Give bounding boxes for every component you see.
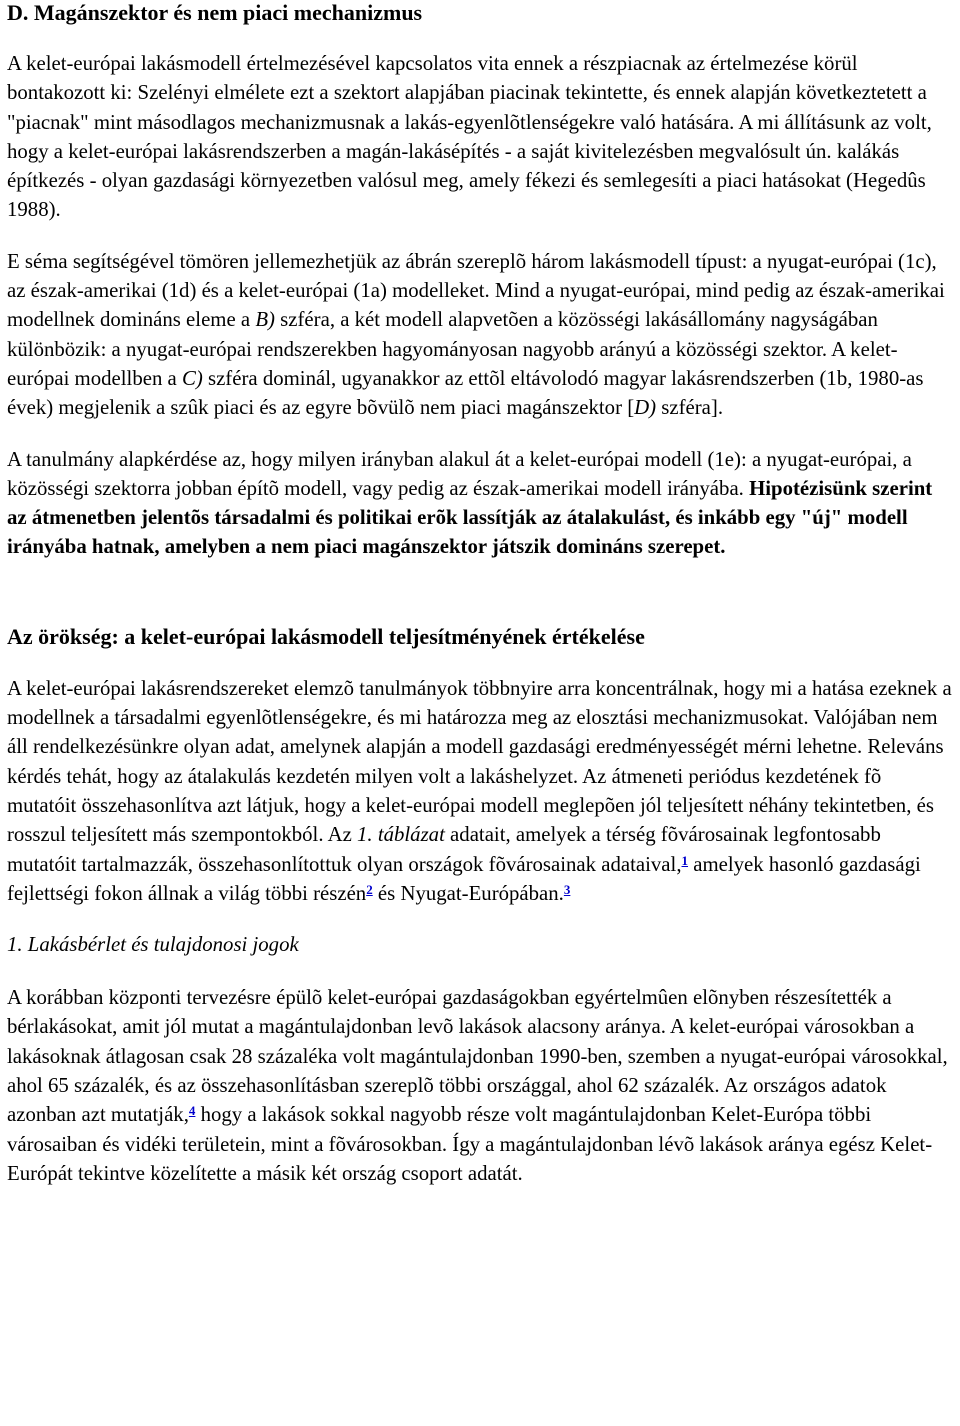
paragraph-5-text-b: hogy a lakások sokkal nagyobb része volt magántulajdonban Kelet-Európa többi városaiban és vidéki területein, mint a fõvárosokban. Így a magántulajdonban lévõ lakások aránya egész Kelet-Európát tekintve közelítette a másik két ország csoport adatát. — [7, 1103, 933, 1185]
paragraph-1 — [7, 49, 954, 225]
paragraph-1-text-b: A mi állításunk az volt, hogy a kelet-európai lakásrendszerben a magán-lakásépítés - a saját kivitelezésben megvalósult ún. kalákás építkezés - olyan gazdasági környezetben valósul meg, amely fékezi és semlegesíti a piaci hatásokat (Hegedûs 1988). — [7, 110, 932, 222]
paragraph-1-text-a: A kelet-európai lakásmodell értelmezésével kapcsolatos vita ennek a részpiacnak az értelmezése körül bontakozott ki: Szelényi elmélete ezt a szektort alapjában piacinak tekintette, és ennek alapján következtetett a "piacnak" mint másodlagos mechanizmusnak a lakás-egyenlõtlenségekre való hatására. — [7, 52, 927, 134]
table-reference: 1. táblázat — [357, 823, 445, 847]
paragraph-2 — [7, 247, 954, 423]
paragraph-2-text-a: E séma segítségével tömören jellemezhetjük az ábrán szereplõ három lakásmodell típust: a nyugat-európai (1c), az észak-amerikai (1d) és a kelet-európai (1a) modelleket. Mind a nyugat-európai, mind pedig az észak-amerikai modellnek domináns eleme a — [7, 249, 945, 332]
paragraph-5 — [7, 983, 954, 1188]
sphere-d-label: D) — [634, 396, 657, 420]
paragraph-4-text-e: és Nyugat-Európában. — [372, 881, 564, 905]
subsection-heading: 1. Lakásbérlet és tulajdonosi jogok — [7, 933, 299, 957]
hypothesis-text: Hipotézisünk szerint az átmenetben jelentõs társadalmi és politikai erõk lassítják az átalakulást, és inkább egy "új" modell irányába hatnak, amelyben a nem piaci magánszektor játszik domináns szerepet. — [7, 476, 933, 559]
paragraph-3 — [7, 445, 954, 562]
footnote-link-2[interactable]: 2 — [366, 881, 373, 897]
paragraph-2-text-e: szféra dominál, ugyanakkor az ettõl eltávolodó magyar lakásrendszerben (1b, 1980-as évek) megjelenik a szûk piaci és az egyre bõvülõ nem piaci magánszektor [ — [7, 366, 924, 420]
sphere-b-label: B) — [255, 308, 275, 332]
footnote-link-4[interactable]: 4 — [188, 1103, 196, 1119]
paragraph-3-text-a: A tanulmány alapkérdése az, hogy milyen irányban alakul át a kelet-európai modell (1e): a nyugat-európai, a közösségi szektorra jobban építõ modell, vagy pedig az észak-amerikai modell irányába. — [7, 447, 912, 500]
paragraph-4-text-c: adatait, amelyek a térség fõvárosainak legfontosabb mutatóit tartalmazzák, összehasonlítottuk olyan országok fõvárosainak adataival, — [7, 823, 881, 876]
section-title: D. Magánszektor és nem piaci mechanizmus — [7, 0, 423, 25]
paragraph-4-text-d: amelyek hasonló gazdasági fejlettségi fokon állnak a világ többi részén — [7, 852, 921, 905]
paragraph-4-text-a: A kelet-európai lakásrendszereket elemzõ tanulmányok többnyire arra koncentrálnak, hogy mi a hatása ezeknek a modellnek a társadalmi egyenlõtlenségekre, és mi határozza meg az elosztási mechanizmusokat. Valójában nem áll rendelkezésünkre olyan adat, amelynek alapján a modell gazdasági eredményességét mérni lehetne. Releváns kérdés tehát, hogy az átalakulás kezdetén milyen volt a lakáshelyzet. Az átmeneti periódus kezdetének fõ mutatóit összehasonlítva azt látjuk, hogy a kelet-európai modell meglepõen jól teljesített néhány tekintetben, és rosszul teljesített más szempontokból. Az — [7, 676, 952, 847]
paragraph-2-text-c: szféra, a két modell alapvetõen a közösségi lakásállomány nagyságában különbözik: a nyugat-európai rendszerekben hagyományosan nagyobb arányú a közösségi szektor. A kelet-európai modellben a — [7, 308, 898, 390]
paragraph-4 — [7, 674, 954, 908]
footnote-link-1[interactable]: 1 — [681, 852, 689, 868]
paragraph-2-text-g: szféra]. — [656, 396, 724, 420]
paragraph-5-text-a: A korábban központi tervezésre épülõ kelet-európai gazdaságokban egyértelmûen elõnyben részesítették a bérlakásokat, amit jól mutat a magántulajdonban levõ lakások alacsony aránya. A kelet-európai városokban a lakásoknak átlagosan csak 28 százaléka volt magántulajdonban 1990-ben, szemben a nyugat-európai városokkal, ahol 65 százalék, és az összehasonlításban szereplõ többi országgal, ahol 62 százalék. Az országos adatok azonban azt mutatják, — [7, 986, 948, 1127]
section-heading-heritage: Az örökség: a kelet-európai lakásmodell teljesítményének értékelése — [7, 623, 645, 649]
footnote-link-3[interactable]: 3 — [563, 881, 571, 897]
sphere-c-label: C) — [181, 366, 203, 390]
